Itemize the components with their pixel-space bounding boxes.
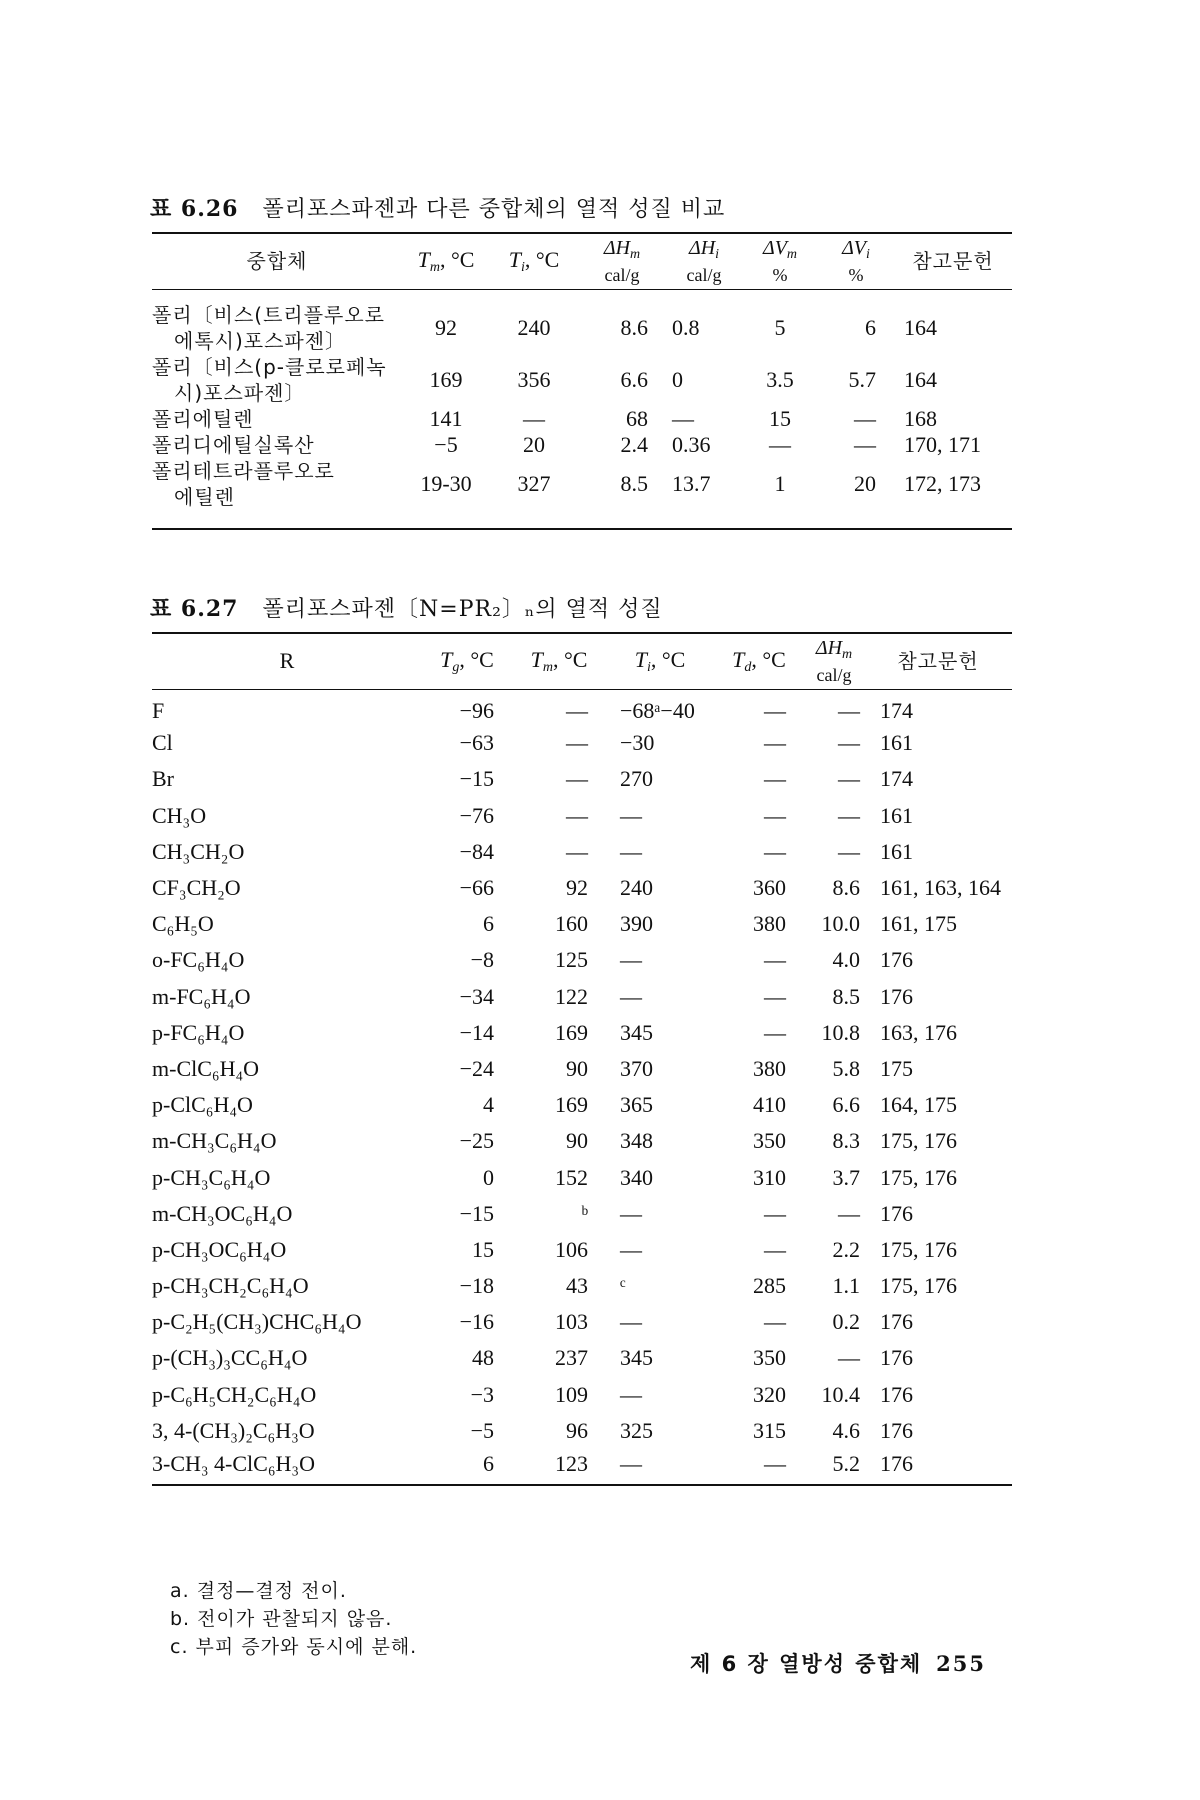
polymer-name-line: 폴리에틸렌 — [152, 406, 254, 431]
cell-r: p-ClC₆H₄O — [152, 1092, 253, 1118]
cell-r: CH₃O — [152, 802, 207, 828]
cell-ti: — — [620, 1200, 642, 1226]
cell-dhm: 10.0 — [821, 911, 860, 937]
table-row — [152, 906, 1012, 942]
table-6-26-caption — [150, 192, 725, 223]
header-r: R — [152, 633, 422, 689]
table-row — [152, 870, 1012, 906]
cell-ref: 176 — [880, 1381, 913, 1407]
cell-tg: −66 — [459, 875, 494, 901]
cell-td: 410 — [753, 1092, 786, 1118]
footnote-c: c. 부피 증가와 동시에 분해. — [170, 1636, 418, 1658]
cell-td: — — [764, 1236, 786, 1262]
cell-dhm: — — [838, 698, 860, 724]
cell-td: 320 — [753, 1381, 786, 1407]
cell-r: m-ClC₆H₄O — [152, 1055, 260, 1081]
header-ti: $T_i$, °C — [490, 233, 578, 289]
cell-tg: −76 — [459, 802, 494, 828]
cell-ref: 161 — [880, 838, 913, 864]
cell-tg: −34 — [459, 983, 494, 1009]
header-dhi: $\Delta H_i$ cal/g — [666, 233, 742, 289]
cell-ti: — — [606, 1449, 714, 1485]
table-row — [152, 458, 1012, 529]
table-6-27-caption — [150, 592, 663, 623]
cell-ti: 270 — [620, 766, 653, 792]
cell-td: 360 — [753, 875, 786, 901]
cell-tm: 92 — [566, 875, 588, 901]
cell-ti: 327 — [490, 458, 578, 529]
header-tm: $T_m$, °C — [512, 633, 606, 689]
cell-dhm: 10.8 — [821, 1019, 860, 1045]
cell-ref: 176 — [880, 1309, 913, 1335]
header-polymer: 중합체 — [152, 233, 402, 289]
cell-ref: 175, 176 — [880, 1164, 957, 1190]
cell-ref: 176 — [880, 1417, 913, 1443]
cell-tg: −15 — [459, 1200, 494, 1226]
cell-r: p-CH₃OC₆H₄O — [152, 1236, 287, 1262]
cell-dvi: 5.7 — [848, 366, 876, 392]
cell-tg: −14 — [459, 1019, 494, 1045]
cell-tm: — — [566, 730, 588, 756]
cell-ref: 161 — [880, 802, 913, 828]
cell-r: CH₃CH₂O — [152, 838, 245, 864]
cell-ref: 164 — [904, 314, 937, 340]
cell-dhm: 8.5 — [832, 983, 860, 1009]
cell-r: p-CH₃CH₂C₆H₄O — [152, 1273, 309, 1299]
cell-tm: 109 — [555, 1381, 588, 1407]
cell-r: Br — [152, 766, 174, 792]
cell-ti: — — [620, 1236, 642, 1262]
cell-dvm: 15 — [769, 405, 791, 431]
table-row — [152, 1377, 1012, 1413]
cell-dhi: 13.7 — [666, 458, 742, 529]
table-row — [152, 1340, 1012, 1376]
cell-td: — — [764, 1200, 786, 1226]
cell-tg: −15 — [459, 766, 494, 792]
cell-tg: −5 — [470, 1417, 494, 1443]
cell-r: p-CH₃C₆H₄O — [152, 1164, 271, 1190]
cell-ti: 20 — [523, 431, 545, 457]
cell-ref: 161 — [880, 730, 913, 756]
cell-tm: 103 — [555, 1309, 588, 1335]
cell-dhm: — — [838, 1345, 860, 1371]
cell-tg: −84 — [459, 838, 494, 864]
cell-dhm: — — [838, 1200, 860, 1226]
header-ref: 참고문헌 — [894, 233, 1012, 289]
cell-ti: 348 — [620, 1128, 653, 1154]
cell-tm: — — [566, 766, 588, 792]
cell-tm: 169 — [555, 1092, 588, 1118]
cell-td: 380 — [753, 911, 786, 937]
table-row — [152, 1015, 1012, 1051]
table-row — [152, 1159, 1012, 1195]
cell-tm: 123 — [512, 1449, 606, 1485]
cell-dhm: 10.4 — [821, 1381, 860, 1407]
cell-r: 3, 4-(CH₃)₂C₆H₃O — [152, 1417, 315, 1443]
cell-dhm: 5.2 — [804, 1449, 864, 1485]
cell-dvi: — — [854, 405, 876, 431]
cell-ref: 175, 176 — [880, 1273, 957, 1299]
cell-dvm: 5 — [774, 314, 786, 340]
cell-dvi: — — [854, 431, 876, 457]
cell-r: 3-CH₃ 4-ClC₆H₃O — [152, 1449, 422, 1485]
table-header-row — [152, 633, 1012, 689]
cell-ti: — — [523, 405, 545, 431]
cell-dhi: 0.36 — [672, 431, 711, 457]
cell-tm: 92 — [435, 314, 457, 340]
table-row — [152, 1196, 1012, 1232]
footnote-a: a. 결정—결정 전이. — [170, 1580, 347, 1602]
cell-ref: 176 — [864, 1449, 1012, 1485]
cell-dhm: 4.0 — [832, 947, 860, 973]
table-row — [152, 1087, 1012, 1123]
table-title: 폴리포스파젠〔N=PR₂〕ₙ의 열적 성질 — [262, 597, 663, 622]
cell-r: CF₃CH₂O — [152, 875, 241, 901]
cell-dhm: — — [838, 730, 860, 756]
cell-tm: −5 — [434, 431, 458, 457]
cell-tg: 6 — [422, 1449, 512, 1485]
table-row — [152, 289, 1012, 354]
cell-ti: — — [620, 1381, 642, 1407]
cell-td: — — [764, 766, 786, 792]
cell-r: m-CH₃OC₆H₄O — [152, 1200, 293, 1226]
polymer-name-line: 폴리〔비스(트리플루오로 — [152, 302, 386, 327]
cell-ti: — — [620, 983, 642, 1009]
cell-ti: 240 — [517, 314, 551, 340]
cell-r: p-(CH₃)₃CC₆H₄O — [152, 1345, 308, 1371]
table-row — [152, 761, 1012, 797]
cell-ti: — — [620, 802, 642, 828]
cell-r: F — [152, 698, 165, 724]
cell-tg: 4 — [483, 1092, 494, 1118]
table-row — [152, 1304, 1012, 1340]
cell-tm: 125 — [555, 947, 588, 973]
table-number: 표 6.27 — [150, 596, 239, 622]
cell-ref: 174 — [880, 766, 913, 792]
cell-r: o-FC₆H₄O — [152, 947, 245, 973]
table-row — [152, 1232, 1012, 1268]
table-row — [152, 689, 1012, 725]
cell-ti: 345 — [620, 1345, 653, 1371]
cell-dvi: 20 — [818, 458, 894, 529]
cell-tm: 169 — [429, 366, 463, 392]
cell-dhm: 2.2 — [832, 1236, 860, 1262]
polymer-name-line: 에톡시)포스파젠〕 — [174, 328, 347, 353]
cell-dvm: 3.5 — [766, 366, 794, 392]
table-number: 표 6.26 — [150, 196, 239, 222]
table-row — [152, 834, 1012, 870]
cell-td: — — [764, 1019, 786, 1045]
polymer-name — [152, 406, 402, 432]
cell-ref: 175, 176 — [880, 1128, 957, 1154]
polymer-name — [152, 432, 402, 458]
cell-ti: −68ᵃ−40 — [620, 698, 695, 724]
cell-dhm: 6.6 — [620, 366, 648, 392]
cell-r: Cl — [152, 730, 173, 756]
cell-tg: 15 — [472, 1236, 494, 1262]
cell-td: — — [714, 1449, 804, 1485]
table-row — [152, 798, 1012, 834]
cell-dhi: — — [672, 405, 694, 431]
cell-tm: 90 — [566, 1128, 588, 1154]
cell-ref: 176 — [880, 947, 913, 973]
cell-dhm: — — [838, 838, 860, 864]
cell-ref: 161, 175 — [880, 911, 957, 937]
header-dvm: $\Delta V_m$ % — [742, 233, 818, 289]
cell-tm: 122 — [555, 983, 588, 1009]
cell-ti: 325 — [620, 1417, 653, 1443]
cell-tm: 169 — [555, 1019, 588, 1045]
cell-tm: ᵇ — [581, 1200, 588, 1226]
cell-ref: 172, 173 — [894, 458, 1012, 529]
chapter-title: 제 6 장 열방성 중합체 — [690, 1652, 923, 1676]
table-row — [152, 406, 1012, 432]
cell-tm: — — [566, 698, 588, 724]
polymer-name — [152, 354, 402, 406]
cell-td: — — [764, 983, 786, 1009]
header-ti: $T_i$, °C — [606, 633, 714, 689]
table-6-26 — [152, 232, 1012, 530]
cell-tg: −25 — [459, 1128, 494, 1154]
cell-r: p-C₂H₅(CH₃)CHC₆H₄O — [152, 1309, 362, 1335]
cell-td: 315 — [753, 1417, 786, 1443]
cell-ti: 356 — [517, 366, 551, 392]
cell-ref: 176 — [880, 983, 913, 1009]
cell-dvm: 1 — [742, 458, 818, 529]
cell-ti: 240 — [620, 875, 653, 901]
cell-ti: 345 — [620, 1019, 653, 1045]
cell-td: — — [764, 802, 786, 828]
cell-dhi: 0.8 — [672, 314, 700, 340]
header-dhm: $\Delta H_m$ cal/g — [804, 633, 864, 689]
cell-ref: 176 — [880, 1200, 913, 1226]
cell-r: p-C₆H₅CH₂C₆H₄O — [152, 1381, 317, 1407]
cell-tm: 106 — [555, 1236, 588, 1262]
cell-tg: −3 — [470, 1381, 494, 1407]
cell-dhm: 2.4 — [620, 431, 648, 457]
cell-ref: 175 — [880, 1055, 913, 1081]
cell-td: 350 — [753, 1345, 786, 1371]
cell-ti: 365 — [620, 1092, 653, 1118]
table-row — [152, 1413, 1012, 1449]
cell-dhm: — — [838, 802, 860, 828]
cell-tg: −63 — [459, 730, 494, 756]
cell-td: — — [764, 698, 786, 724]
cell-ti: — — [620, 1309, 642, 1335]
cell-tm: 237 — [555, 1345, 588, 1371]
cell-dhm: 8.6 — [620, 314, 648, 340]
table-row — [152, 725, 1012, 761]
cell-ti: 390 — [620, 911, 653, 937]
cell-ref: 176 — [880, 1345, 913, 1371]
cell-r: C₆H₅O — [152, 911, 214, 937]
cell-tm: — — [566, 802, 588, 828]
polymer-name-line: 폴리테트라플루오로 — [152, 458, 335, 483]
polymer-name-line: 폴리디에틸실록산 — [152, 432, 315, 457]
table-header-row — [152, 233, 1012, 289]
cell-r: m-CH₃C₆H₄O — [152, 1128, 277, 1154]
table-6-27 — [152, 632, 1012, 1486]
cell-dhm: 0.2 — [832, 1309, 860, 1335]
cell-td: — — [764, 947, 786, 973]
cell-td: 380 — [753, 1055, 786, 1081]
polymer-name — [152, 458, 402, 529]
cell-tm: 19-30 — [402, 458, 490, 529]
cell-ti: 370 — [620, 1055, 653, 1081]
cell-tg: 48 — [472, 1345, 494, 1371]
cell-tm: 152 — [555, 1164, 588, 1190]
cell-dhm: 8.3 — [832, 1128, 860, 1154]
table-row — [152, 1268, 1012, 1304]
cell-tg: −18 — [459, 1273, 494, 1299]
cell-dhm: 6.6 — [832, 1092, 860, 1118]
cell-dhm: 8.5 — [578, 458, 666, 529]
cell-tg: −96 — [459, 698, 494, 724]
table-row — [152, 432, 1012, 458]
cell-dhi: 0 — [672, 366, 683, 392]
cell-td: 285 — [753, 1273, 786, 1299]
cell-dvi: 6 — [865, 314, 876, 340]
table-row — [152, 1123, 1012, 1159]
cell-dhm: 8.6 — [832, 875, 860, 901]
footnote-b: b. 전이가 관찰되지 않음. — [170, 1608, 393, 1630]
cell-dhm: 3.7 — [832, 1164, 860, 1190]
header-ref: 참고문헌 — [864, 633, 1012, 689]
cell-dhm: 68 — [626, 405, 648, 431]
polymer-name-line: 폴리〔비스(p-클로로페녹 — [152, 354, 387, 379]
cell-ref: 174 — [880, 698, 913, 724]
cell-tm: 90 — [566, 1055, 588, 1081]
cell-tm: 43 — [566, 1273, 588, 1299]
table-row — [152, 979, 1012, 1015]
cell-ref: 161, 163, 164 — [880, 875, 1001, 901]
cell-td: — — [764, 730, 786, 756]
header-dhm: $\Delta H_m$ cal/g — [578, 233, 666, 289]
cell-ref: 175, 176 — [880, 1236, 957, 1262]
table-row — [152, 942, 1012, 978]
header-tg: $T_g$, °C — [422, 633, 512, 689]
cell-ti: — — [620, 947, 642, 973]
table-title: 폴리포스파젠과 다른 중합체의 열적 성질 비교 — [262, 197, 726, 222]
polymer-name-line: 시)포스파젠〕 — [174, 380, 306, 405]
cell-dhm: — — [838, 766, 860, 792]
table-row — [152, 354, 1012, 406]
cell-tg: −24 — [459, 1055, 494, 1081]
cell-ti: — — [620, 838, 642, 864]
cell-ref: 170, 171 — [904, 431, 981, 457]
cell-tm: 141 — [429, 405, 463, 431]
cell-td: 310 — [753, 1164, 786, 1190]
cell-r: p-FC₆H₄O — [152, 1019, 245, 1045]
cell-tg: −8 — [470, 947, 494, 973]
cell-td: — — [764, 838, 786, 864]
cell-dvm: — — [769, 431, 791, 457]
cell-dhm: 1.1 — [832, 1273, 860, 1299]
cell-td: 350 — [753, 1128, 786, 1154]
page-footer — [690, 1648, 986, 1678]
cell-tm: 96 — [566, 1417, 588, 1443]
page-number: 255 — [936, 1651, 986, 1676]
cell-tg: 6 — [483, 911, 494, 937]
polymer-name-line: 에틸렌 — [174, 484, 235, 509]
table-row — [152, 1449, 1012, 1485]
header-td: $T_d$, °C — [714, 633, 804, 689]
cell-dhm: 5.8 — [832, 1055, 860, 1081]
header-tm: $T_m$, °C — [402, 233, 490, 289]
cell-ti: 340 — [620, 1164, 653, 1190]
cell-r: m-FC₆H₄O — [152, 983, 251, 1009]
cell-tg: 0 — [483, 1164, 494, 1190]
table-row — [152, 1051, 1012, 1087]
cell-td: — — [764, 1309, 786, 1335]
cell-ti: ᶜ — [620, 1273, 626, 1299]
cell-ti: −30 — [620, 730, 655, 756]
cell-tm: 160 — [555, 911, 588, 937]
polymer-name — [152, 289, 402, 354]
cell-ref: 164, 175 — [880, 1092, 957, 1118]
cell-tm: — — [566, 838, 588, 864]
header-dvi: $\Delta V_i$ % — [818, 233, 894, 289]
cell-ref: 164 — [904, 366, 937, 392]
cell-dhm: 4.6 — [832, 1417, 860, 1443]
cell-ref: 168 — [904, 405, 937, 431]
cell-tg: −16 — [459, 1309, 494, 1335]
cell-ref: 163, 176 — [880, 1019, 957, 1045]
